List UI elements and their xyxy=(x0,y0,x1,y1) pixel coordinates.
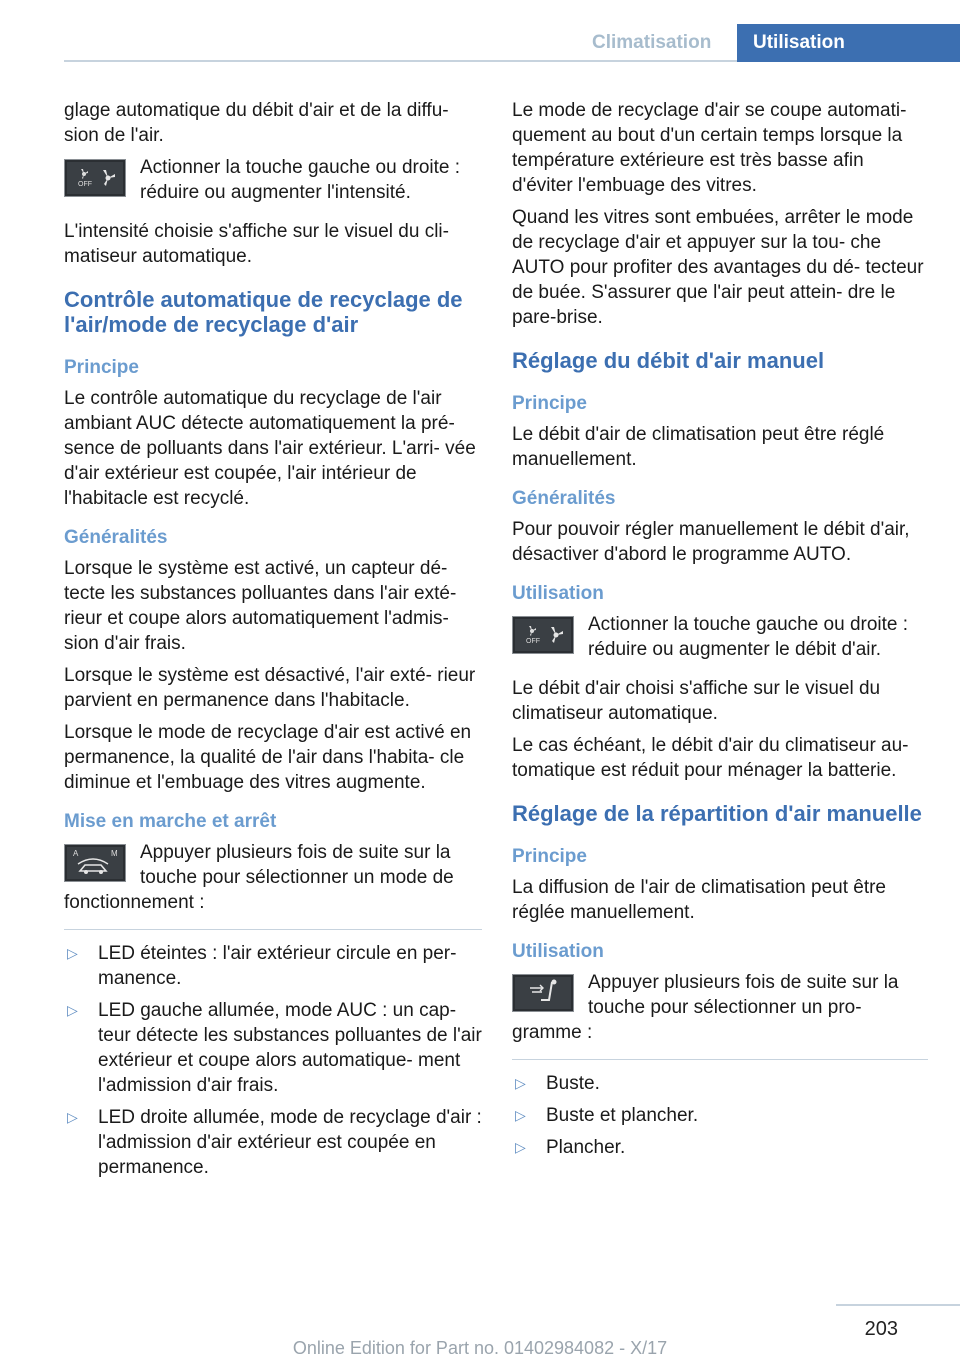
icon-instruction xyxy=(512,970,928,1045)
program-list xyxy=(512,1071,928,1160)
subheading: Principe xyxy=(512,846,587,867)
list-item xyxy=(64,998,482,1098)
list-item-text: LED droite allumée, mode de recyclage d'air : l'admission d'air extérieur est coupée en permanence. xyxy=(98,1107,482,1178)
icon-instruction-text: Actionner la touche gauche ou droite : réduire ou augmenter l'intensité. xyxy=(140,157,461,203)
recirculation-am-button-icon xyxy=(64,844,126,882)
icon-instruction xyxy=(512,612,928,662)
paragraph: Lorsque le système est activé, un capteur dé- tecte les substances polluantes dans l'air exté- rieur et coupe alors automatiquement l'admis- sion d'air frais. xyxy=(64,558,457,654)
btn-off-label: OFF xyxy=(78,181,92,188)
icon-instruction xyxy=(64,155,482,205)
subheading: Utilisation xyxy=(512,941,604,962)
triangle-bullet-icon: ▷ xyxy=(515,1075,526,1091)
btn-m-label: M xyxy=(111,849,118,858)
triangle-bullet-icon: ▷ xyxy=(67,1109,78,1125)
paragraph: La diffusion de l'air de climatisation peut être réglée manuellement. xyxy=(512,877,886,923)
header-section[interactable]: Climatisation xyxy=(592,32,712,53)
triangle-bullet-icon: ▷ xyxy=(515,1107,526,1123)
triangle-bullet-icon: ▷ xyxy=(515,1139,526,1155)
triangle-bullet-icon: ▷ xyxy=(67,945,78,961)
paragraph: Le contrôle automatique du recyclage de l'air ambiant AUC détecte automatiquement la pré- sence de polluants dans l'air extérieur. L'arri- vée d'air extérieur est coupée, l'air intérieur de l'habitacle est recyclé. xyxy=(64,388,476,509)
list-item xyxy=(64,1105,482,1180)
paragraph: Quand les vitres sont embuées, arrêter le mode de recyclage d'air et appuyer sur la tou- che AUTO pour profiter des avantages du dé- tecteur de buée. S'assurer que l'air peut attein- dre le pare-brise. xyxy=(512,207,924,328)
list-item xyxy=(512,1135,928,1160)
paragraph: Pour pouvoir régler manuellement le débit d'air, désactiver d'abord le programme AUTO. xyxy=(512,519,910,565)
air-distribution-seat-button-icon xyxy=(512,974,574,1012)
list-item-text: LED gauche allumée, mode AUC : un cap- teur détecte les substances polluantes de l'air extérieur et coupe alors automatique- ment l'admission d'air frais. xyxy=(98,1000,482,1096)
fan-off-button-icon xyxy=(64,159,126,197)
header-tab-active[interactable]: Utilisation xyxy=(737,24,960,62)
paragraph: Le mode de recyclage d'air se coupe automati- quement au bout d'un certain temps lorsque la température extérieure est très basse afin d'éviter l'embuage des vitres. xyxy=(512,100,907,196)
list-item-text: LED éteintes : l'air extérieur circule en per- manence. xyxy=(98,943,457,989)
btn-a-label: A xyxy=(73,849,79,858)
subheading: Généralités xyxy=(512,488,616,509)
subheading: Principe xyxy=(64,357,139,378)
icon-instruction-text: Appuyer plusieurs fois de suite sur la touche pour sélectionner un pro- gramme : xyxy=(512,972,899,1043)
mode-list xyxy=(64,941,482,1180)
subheading: Mise en marche et arrêt xyxy=(64,811,277,832)
left-column xyxy=(64,98,482,1187)
list-item xyxy=(64,941,482,991)
footer-rule xyxy=(836,1304,960,1306)
subheading: Utilisation xyxy=(512,583,604,604)
icon-instruction xyxy=(64,840,482,915)
icon-instruction-text: Appuyer plusieurs fois de suite sur la touche pour sélectionner un mode de fonctionnement : xyxy=(64,842,454,913)
btn-off-label: OFF xyxy=(526,638,540,645)
right-column xyxy=(512,98,928,1167)
fan-off-button-icon xyxy=(512,616,574,654)
paragraph: glage automatique du débit d'air et de la diffu- sion de l'air. xyxy=(64,100,449,146)
icon-instruction-text: Actionner la touche gauche ou droite : réduire ou augmenter le débit d'air. xyxy=(588,614,909,660)
edition-note: Online Edition for Part no. 01402984082 - X/17 xyxy=(292,1338,668,1358)
section-heading: Réglage du débit d'air manuel xyxy=(512,348,825,373)
paragraph: Le débit d'air de climatisation peut être réglé manuellement. xyxy=(512,424,885,470)
list-item-text: Plancher. xyxy=(546,1137,626,1158)
paragraph: Lorsque le mode de recyclage d'air est activé en permanence, la qualité de l'air dans l'habita- cle diminue et l'embuage des vitres augmente. xyxy=(64,722,472,793)
paragraph: Lorsque le système est désactivé, l'air exté- rieur parvient en permanence dans l'habitacle. xyxy=(64,665,476,711)
paragraph: Le débit d'air choisi s'affiche sur le visuel du climatiseur automatique. xyxy=(512,678,881,724)
list-divider xyxy=(512,1059,928,1060)
section-heading: Contrôle automatique de recyclage de l'air/mode de recyclage d'air xyxy=(64,287,463,337)
list-item-text: Buste et plancher. xyxy=(546,1105,699,1126)
page-number: 203 xyxy=(864,1318,898,1340)
triangle-bullet-icon: ▷ xyxy=(67,1002,78,1018)
list-item xyxy=(512,1071,928,1096)
section-heading: Réglage de la répartition d'air manuelle xyxy=(512,801,922,826)
list-item-text: Buste. xyxy=(546,1073,600,1094)
list-item xyxy=(512,1103,928,1128)
subheading: Généralités xyxy=(64,527,168,548)
subheading: Principe xyxy=(512,393,587,414)
list-divider xyxy=(64,929,482,930)
paragraph: Le cas échéant, le débit d'air du climatiseur au- tomatique est réduit pour ménager la batterie. xyxy=(512,735,909,781)
paragraph: L'intensité choisie s'affiche sur le visuel du cli- matiseur automatique. xyxy=(64,221,449,267)
